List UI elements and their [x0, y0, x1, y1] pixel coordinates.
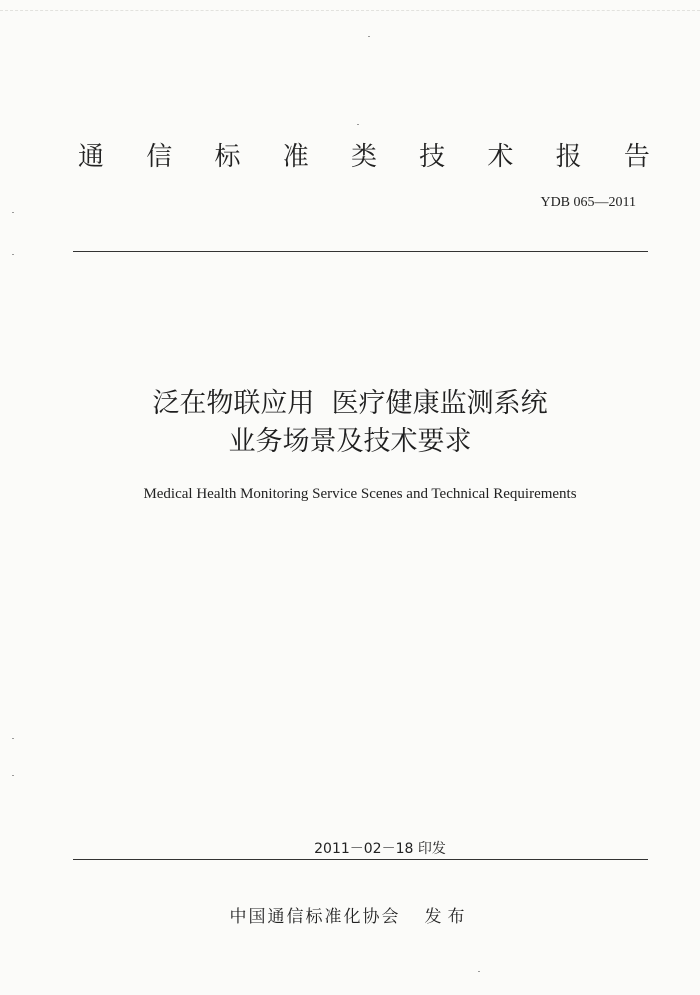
report-type-char: 准 — [282, 142, 309, 172]
scan-speck — [12, 775, 14, 776]
scan-speck — [368, 36, 370, 37]
publisher-name: 中国通信标准化协会 — [229, 907, 401, 927]
scan-speck — [12, 254, 14, 255]
issue-date: 2011－02－18 印发 — [314, 841, 446, 857]
scan-speck — [12, 212, 14, 213]
report-type-char: 技 — [419, 142, 446, 172]
english-title: Medical Health Monitoring Service Scenes and Technical Requirements — [143, 486, 577, 502]
report-type-char: 标 — [214, 142, 241, 172]
top-divider — [73, 251, 648, 252]
chinese-title-line-1: 泛在物联应用 医疗健康监测系统 — [152, 388, 548, 419]
report-type-char: 报 — [555, 142, 582, 172]
scan-speck — [357, 124, 359, 125]
report-type-char: 信 — [146, 142, 173, 172]
chinese-title — [0, 385, 700, 461]
scan-speck — [12, 738, 14, 739]
report-type-char: 通 — [78, 142, 105, 172]
report-type-char: 告 — [623, 142, 650, 172]
report-type-heading — [78, 137, 650, 177]
chinese-title-line-2: 业务场景及技术要求 — [228, 426, 472, 457]
publisher-line — [0, 905, 700, 929]
standard-number: YDB 065—2011 — [540, 195, 636, 210]
report-type-char: 术 — [487, 142, 514, 172]
scan-top-edge — [0, 10, 700, 11]
bottom-divider — [73, 859, 648, 860]
publish-label: 发布 — [424, 907, 471, 927]
scan-speck — [478, 971, 480, 972]
report-type-char: 类 — [350, 142, 377, 172]
